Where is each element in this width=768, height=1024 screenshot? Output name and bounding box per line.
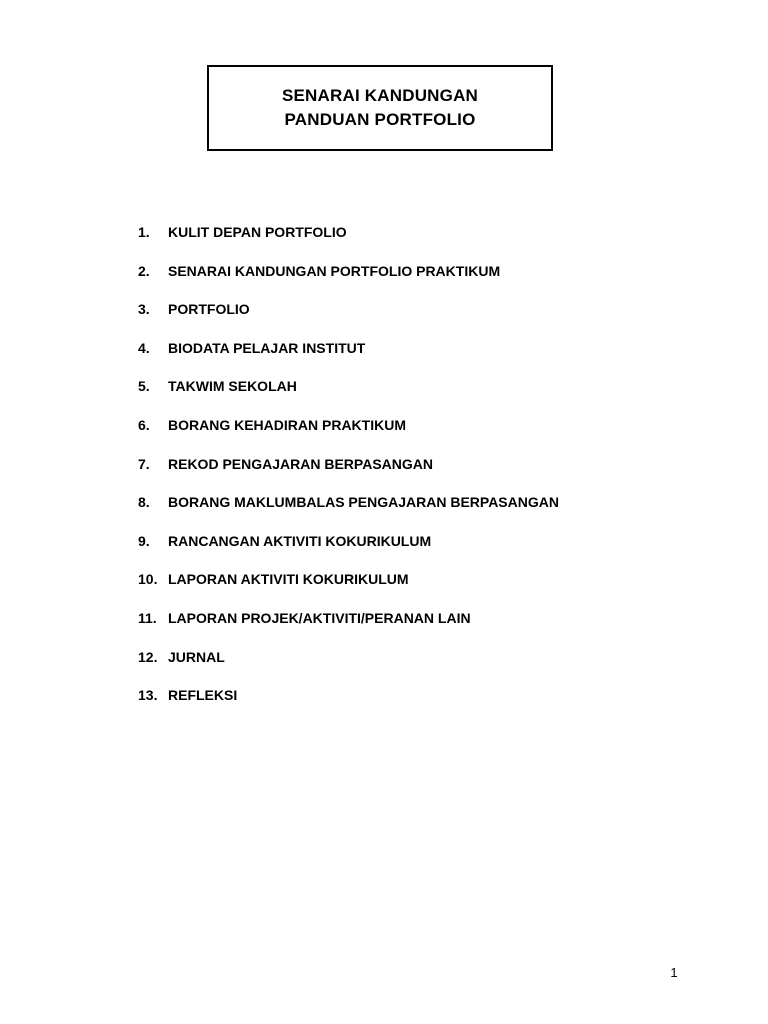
page-number: 1: [670, 965, 678, 980]
toc-item-label: TAKWIM SEKOLAH: [168, 378, 297, 395]
table-of-contents: [138, 222, 559, 724]
toc-item-number: 3.: [138, 301, 150, 318]
toc-item-8: [138, 492, 559, 531]
toc-item-label: BIODATA PELAJAR INSTITUT: [168, 339, 366, 356]
toc-item-number: 11.: [138, 609, 157, 626]
toc-item-11: [138, 608, 559, 647]
toc-item-label: RANCANGAN AKTIVITI KOKURIKULUM: [168, 532, 432, 549]
toc-item-label: REKOD PENGAJARAN BERPASANGAN: [168, 455, 433, 472]
toc-item-number: 2.: [138, 262, 150, 279]
toc-item-label: PORTFOLIO: [168, 301, 250, 318]
toc-item-number: 8.: [138, 494, 150, 511]
title-box: [207, 65, 553, 151]
toc-item-label: BORANG MAKLUMBALAS PENGAJARAN BERPASANGAN: [168, 494, 559, 511]
toc-item-10: [138, 569, 559, 608]
toc-item-label: JURNAL: [168, 648, 225, 665]
toc-item-number: 5.: [138, 378, 150, 395]
toc-item-label: BORANG KEHADIRAN PRAKTIKUM: [168, 416, 406, 433]
toc-item-12: [138, 647, 559, 686]
document-title: SENARAI KANDUNGAN: [281, 86, 479, 105]
toc-item-3: [138, 299, 559, 338]
toc-item-label: LAPORAN AKTIVITI KOKURIKULUM: [168, 571, 409, 588]
toc-item-9: [138, 531, 559, 570]
toc-item-1: [138, 222, 559, 261]
toc-item-number: 4.: [138, 339, 150, 356]
toc-item-number: 9.: [138, 532, 150, 549]
toc-item-number: 7.: [138, 455, 150, 472]
document-subtitle: PANDUAN PORTFOLIO: [284, 110, 476, 129]
toc-item-number: 10.: [138, 571, 158, 588]
toc-item-label: LAPORAN PROJEK/AKTIVITI/PERANAN LAIN: [168, 609, 471, 626]
toc-item-7: [138, 454, 559, 493]
toc-item-label: REFLEKSI: [168, 687, 238, 704]
toc-item-number: 12.: [138, 648, 158, 665]
toc-item-label: KULIT DEPAN PORTFOLIO: [168, 224, 347, 240]
toc-item-number: 6.: [138, 416, 150, 433]
toc-item-number: 1.: [138, 224, 150, 240]
toc-item-6: [138, 415, 559, 454]
toc-item-label: SENARAI KANDUNGAN PORTFOLIO PRAKTIKUM: [168, 262, 501, 279]
toc-item-2: [138, 261, 559, 300]
toc-item-13: [138, 685, 559, 724]
toc-item-number: 13.: [138, 687, 158, 704]
toc-item-4: [138, 338, 559, 377]
toc-item-5: [138, 376, 559, 415]
